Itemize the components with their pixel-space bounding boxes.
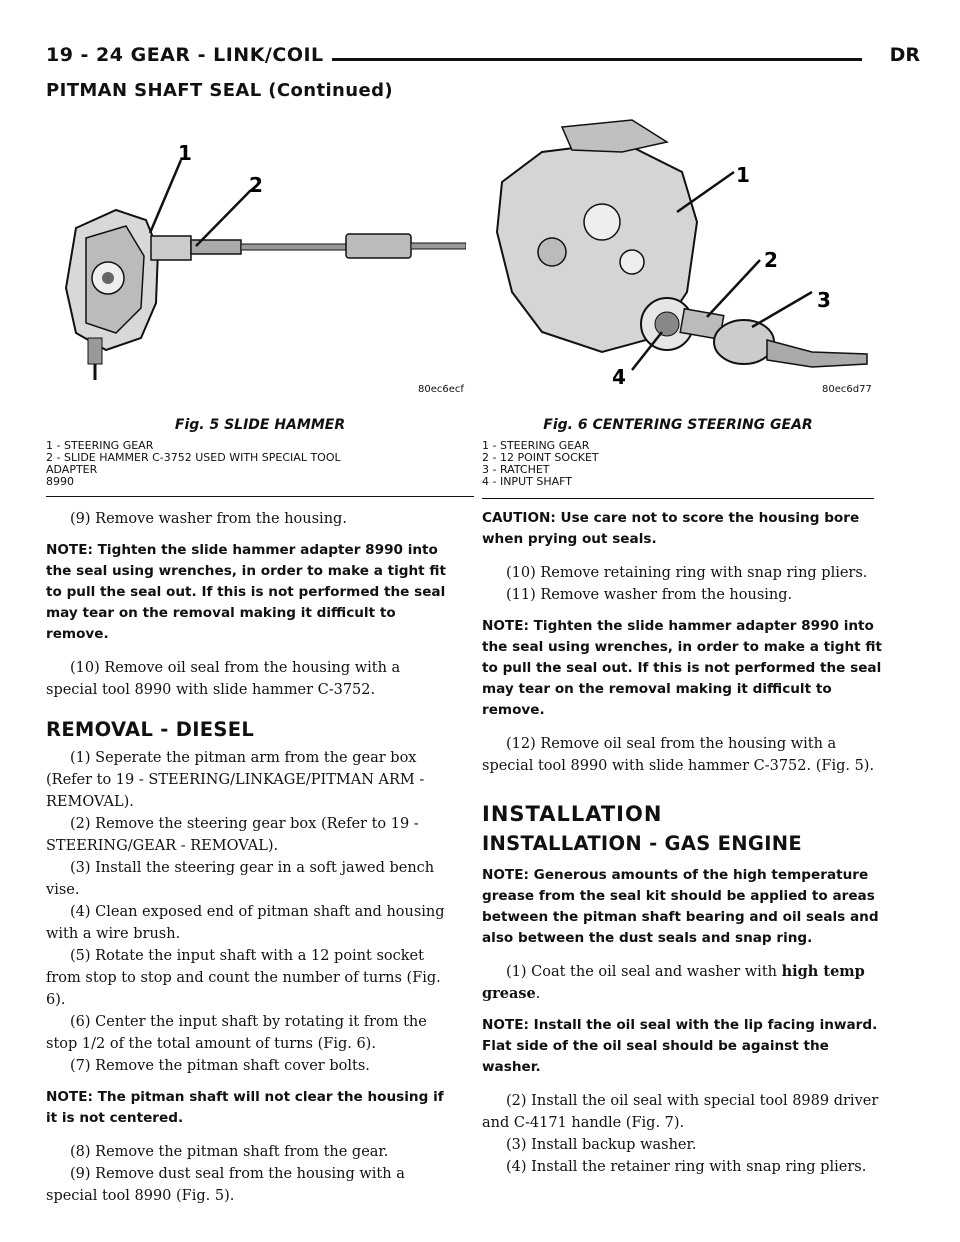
fig6-legend-item: 3 - RATCHET (482, 463, 550, 476)
step-text: (2) Install the oil seal with special tool 8989 driver and C-4171 handle (Fig. 7). (482, 1093, 879, 1131)
step-text-emphasis: high temp grease (482, 963, 865, 1002)
step-text: (1) Seperate the pitman arm from the gear box (Refer to 19 - STEERING/LINKAGE/PITMAN ARM - REMOVAL). (46, 750, 425, 810)
step-text: (2) Remove the steering gear box (Refer to 19 - STEERING/GEAR - REMOVAL). (46, 816, 419, 854)
step-text: (10) Remove retaining ring with snap ring pliers. (506, 565, 868, 581)
fig6-caption: Fig. 6 CENTERING STEERING GEAR (543, 417, 813, 433)
fig6-callout-2: 2 (764, 248, 778, 272)
caution-text: CAUTION: Use care not to score the housing bore when prying out seals. (482, 510, 860, 547)
step-text-part: . (535, 986, 541, 1002)
step-text: (4) Install the retainer ring with snap ring pliers. (506, 1159, 867, 1175)
note-text: NOTE: Install the oil seal with the lip facing inward. Flat side of the oil seal should be against the washer. (482, 1017, 878, 1075)
fig6-callout-1: 1 (736, 163, 750, 187)
fig5-caption: Fig. 5 SLIDE HAMMER (174, 417, 346, 433)
fig6-legend (482, 440, 599, 488)
step-text: (9) Remove dust seal from the housing with a special tool 8990 (Fig. 5). (46, 1166, 405, 1204)
fig5-rule (46, 496, 474, 497)
fig5-legend (46, 440, 341, 488)
fig6-legend-item: 4 - INPUT SHAFT (482, 475, 572, 488)
note-text: NOTE: The pitman shaft will not clear the housing if it is not centered. (46, 1089, 444, 1126)
fig5-callout-1: 1 (178, 141, 192, 165)
step-text: (3) Install the steering gear in a soft jawed bench vise. (46, 860, 435, 898)
step-text: (3) Install backup washer. (506, 1137, 697, 1153)
fig5-legend-item: 2 - SLIDE HAMMER C-3752 USED WITH SPECIAL TOOL (46, 451, 341, 464)
fig6-code: 80ec6d77 (822, 384, 872, 395)
section-heading-installation: INSTALLATION (482, 802, 663, 826)
step-text: (5) Rotate the input shaft with a 12 point socket from stop to stop and count the number of turns (Fig. 6). (46, 948, 441, 1008)
left-column (46, 508, 452, 1207)
fig6-illustration (482, 112, 882, 390)
fig6-legend-item: 1 - STEERING GEAR (482, 439, 590, 452)
step-text (482, 961, 888, 1005)
right-column (482, 508, 888, 1178)
fig5-legend-item: 8990 (46, 475, 74, 488)
fig5-illustration (46, 128, 466, 390)
note-text: NOTE: Generous amounts of the high temperature grease from the seal kit should be applied to areas between the pitman shaft bearing and oil seals and also between the dust seals and snap ring. (482, 867, 879, 946)
fig6-legend-item: 2 - 12 POINT SOCKET (482, 451, 599, 464)
fig5-code: 80ec6ecf (418, 384, 464, 395)
fig6-rule (482, 498, 874, 499)
fig5-callout-2: 2 (249, 173, 263, 197)
section-heading-installation-gas: INSTALLATION - GAS ENGINE (482, 832, 803, 855)
note-text: NOTE: Tighten the slide hammer adapter 8990 into the seal using wrenches, in order to make a tight fit to pull the seal out. If this is not performed the seal may tear on the removal making it difficult to remove. (482, 618, 882, 718)
step-text: (10) Remove oil seal from the housing with a special tool 8990 with slide hammer C-3752. (46, 660, 401, 698)
header-model: DR (889, 44, 920, 66)
step-text: (8) Remove the pitman shaft from the gear. (70, 1144, 389, 1160)
step-text: (11) Remove washer from the housing. (506, 587, 793, 603)
step-text: (9) Remove washer from the housing. (70, 511, 347, 527)
fig5-legend-item: 1 - STEERING GEAR (46, 439, 154, 452)
fig6-callout-4: 4 (612, 365, 626, 389)
header-rule (332, 58, 862, 61)
step-text: (6) Center the input shaft by rotating it from the stop 1/2 of the total amount of turns (Fig. 6). (46, 1014, 427, 1052)
step-text: (12) Remove oil seal from the housing with a special tool 8990 with slide hammer C-3752. (Fig. 5). (482, 736, 875, 774)
note-text: NOTE: Tighten the slide hammer adapter 8990 into the seal using wrenches, in order to make a tight fit to pull the seal out. If this is not performed the seal may tear on the removal making it difficult to remove. (46, 542, 446, 642)
fig5-legend-item: ADAPTER (46, 463, 98, 476)
step-text-part: (1) Coat the oil seal and washer with (506, 964, 782, 980)
page-subheading: PITMAN SHAFT SEAL (Continued) (46, 80, 394, 101)
step-text: (7) Remove the pitman shaft cover bolts. (70, 1058, 370, 1074)
page-header (46, 44, 920, 74)
fig6-callout-3: 3 (817, 288, 831, 312)
section-heading-removal-diesel: REMOVAL - DIESEL (46, 718, 255, 741)
step-text: (4) Clean exposed end of pitman shaft and housing with a wire brush. (46, 904, 445, 942)
header-section-title: 19 - 24 GEAR - LINK/COIL (46, 44, 324, 66)
